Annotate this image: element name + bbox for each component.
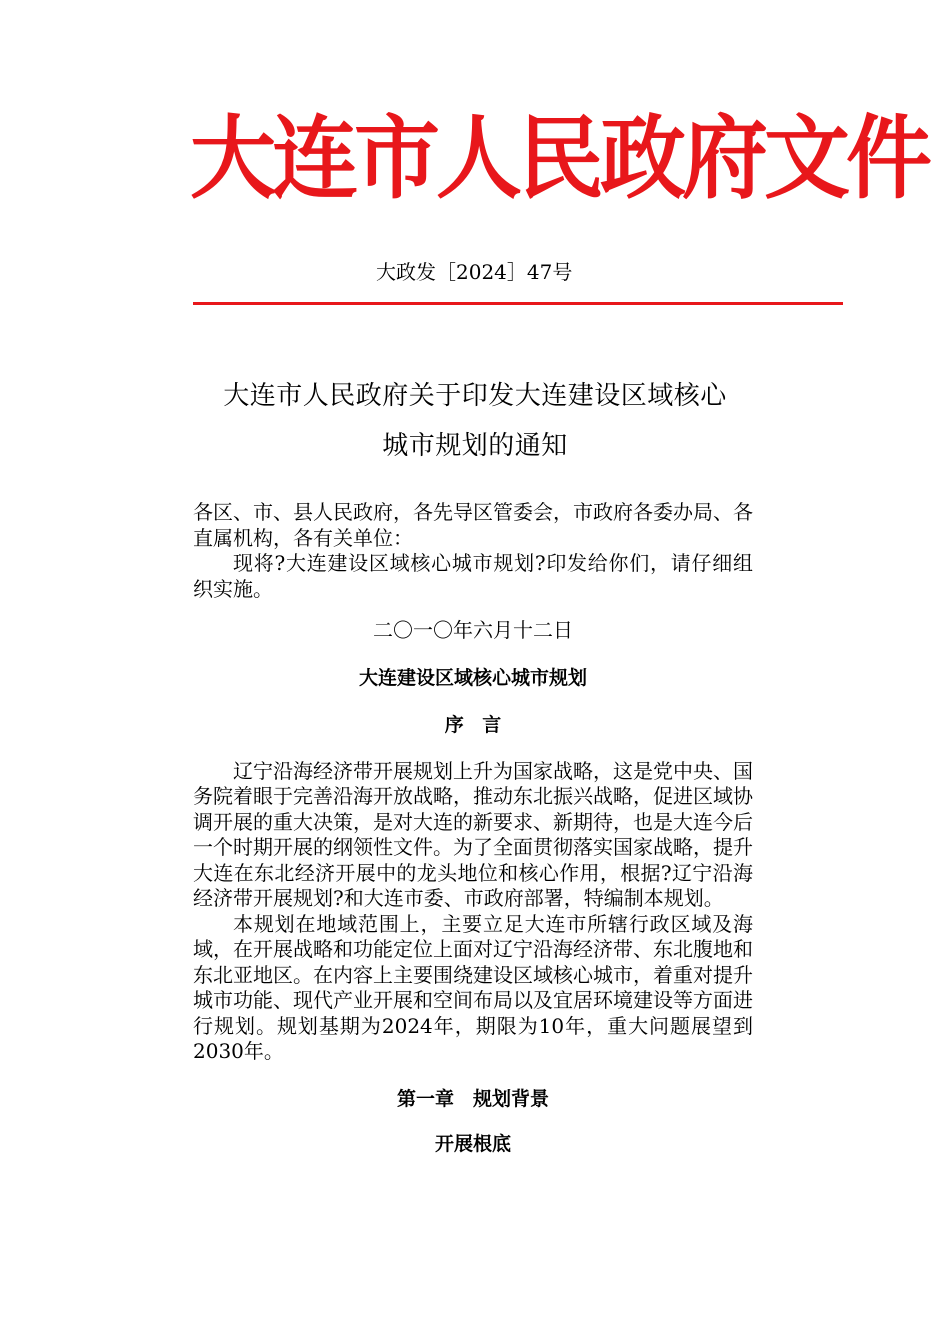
plan-title: 大连建设区域核心城市规划 [358,666,587,689]
notice-body: 现将?大连建设区域核心城市规划?印发给你们，请仔细组织实施。 [193,551,753,601]
chapter-heading: 第一章 规划背景 [396,1087,549,1110]
red-divider-rule [193,302,843,305]
document-body [193,500,753,1158]
notice-title-line-2: 城市规划的通知 [382,431,568,461]
recipients: 各区、市、县人民政府，各先导区管委会，市政府各委办局、各直属机构，各有关单位： [193,500,753,550]
issue-date: 二〇一〇年六月十二日 [373,618,573,642]
notice-title-line-1: 大连市人民政府关于印发大连建设区域核心 [223,381,727,411]
section-heading: 开展根底 [434,1133,511,1155]
document-number: 大政发［2024］47号 [376,260,573,284]
preface-heading: 序 言 [444,714,502,736]
preface-paragraph: 辽宁沿海经济带开展规划上升为国家战略，这是党中央、国务院着眼于完善沿海开放战略，推动东北振兴战略，促进区域协调开展的重大决策，是对大连的新要求、新期待，也是大连今后一个时期开展的纲领性文件。为了全面贯彻落实国家战略，提升大连在东北经济开展中的龙头地位和核心作用，根据?辽宁沿海经济带开展规划?和大连市委、市政府部署，特编制本规划。 [193,758,753,910]
masthead-title: 大连市人民政府文件 [190,106,928,212]
preface-paragraph: 本规划在地域范围上，主要立足大连市所辖行政区域及海域，在开展战略和功能定位上面对辽宁沿海经济带、东北腹地和东北亚地区。在内容上主要围绕建设区域核心城市，着重对提升城市功能、现代产业开展和空间布局以及宜居环境建设等方面进行规划。规划基期为2024年，期限为10年，重大问题展望到2030年。 [193,911,753,1063]
